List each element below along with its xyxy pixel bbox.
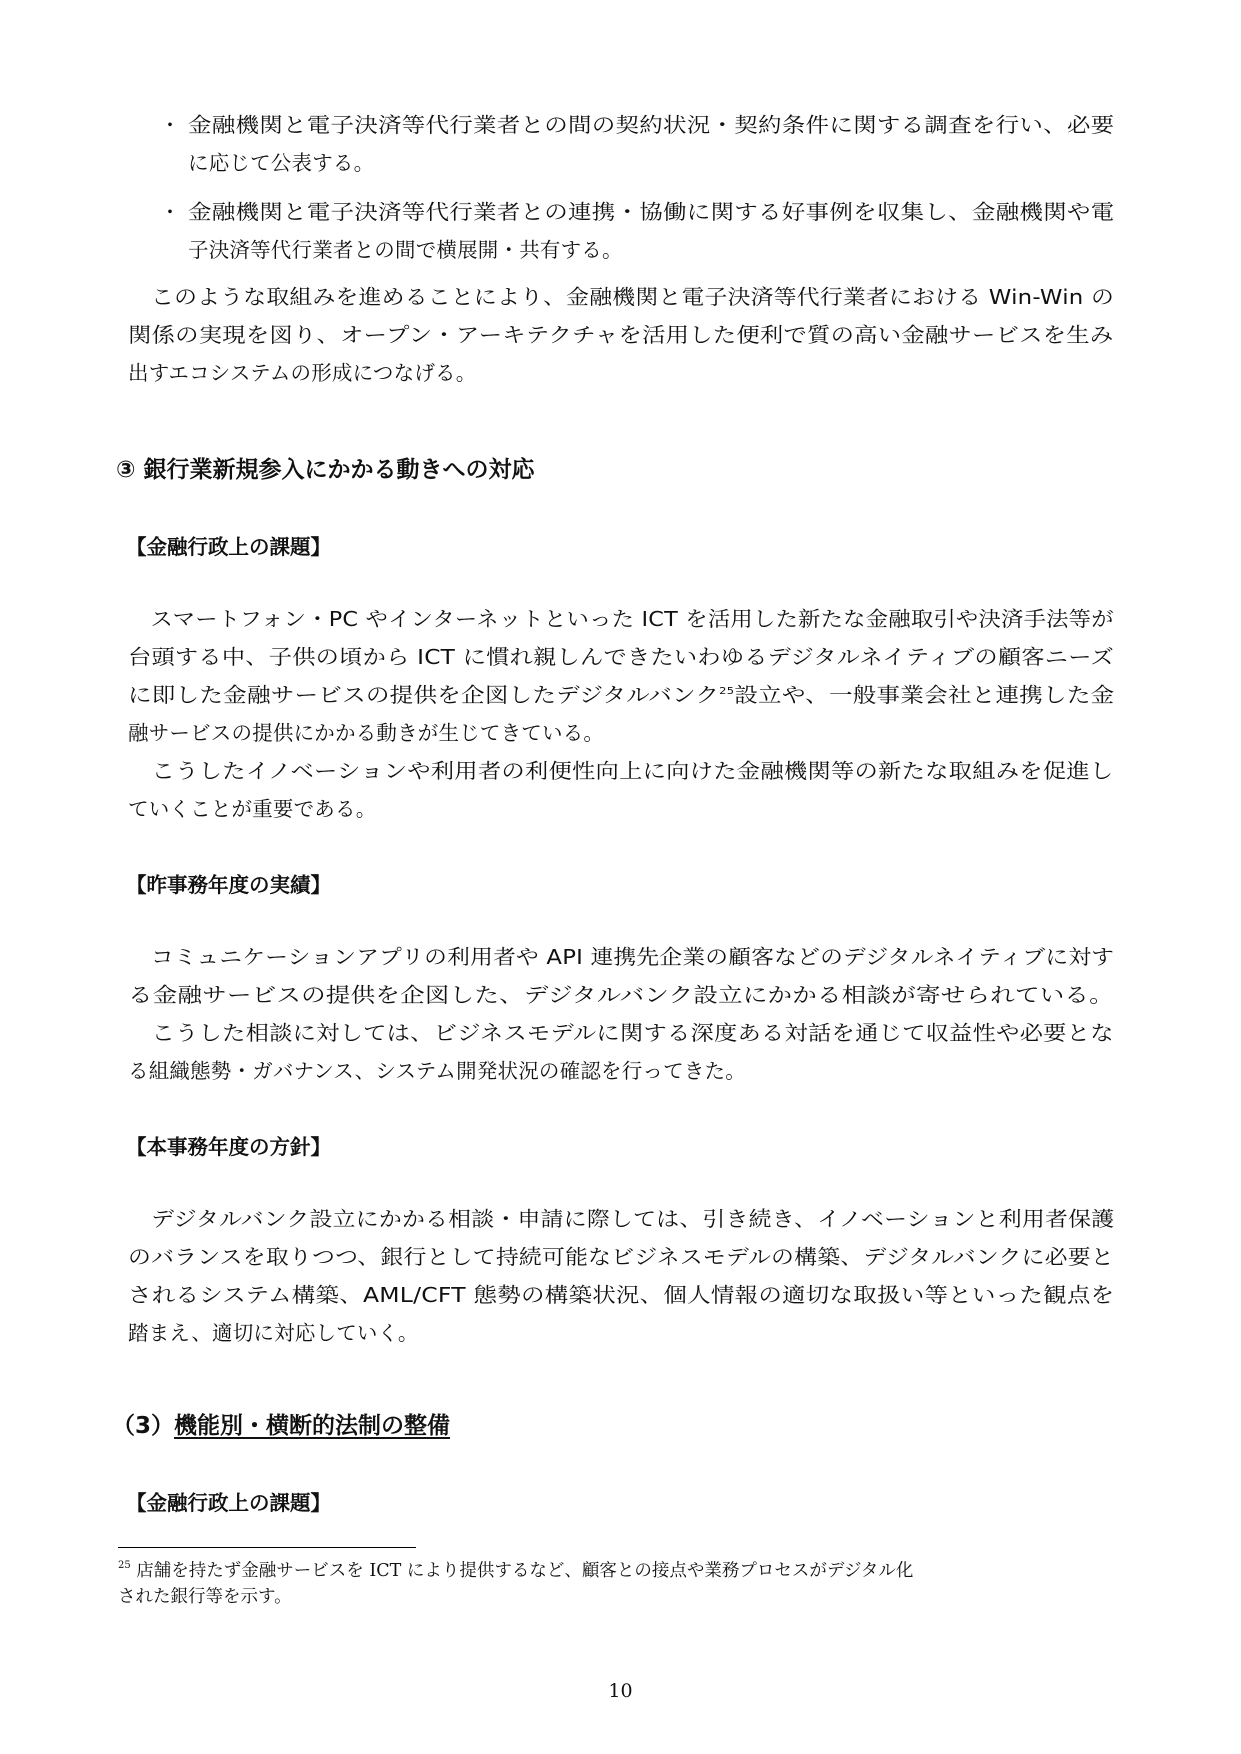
bullet-marker: ・ <box>160 200 180 224</box>
bullet-1-line-2: に応じて公表する。 <box>188 151 375 175</box>
page-number: 10 <box>608 1680 633 1702</box>
bullet-marker: ・ <box>160 113 180 137</box>
issues-paragraph2-line-1: こうしたイノベーションや利用者の利便性向上に向けた金融機関等の新たな取組みを促進し <box>128 759 1114 783</box>
issues-paragraph-line-3 <box>128 676 1114 714</box>
footnote-number: 25 <box>118 1560 131 1571</box>
policy-paragraph-line-2: のバランスを取りつつ、銀行として持続可能なビジネスモデルの構築、デジタルバンクに必要と <box>128 1245 1114 1269</box>
issues-paragraph-line-1: スマートフォン・PC やインターネットといった ICT を活用した新たな金融取引や決済手法等が <box>128 607 1114 631</box>
results-paragraph2-line-2: る組織態勢・ガバナンス、システム開発状況の確認を行ってきた。 <box>128 1059 746 1083</box>
subheading-results: 【昨事務年度の実績】 <box>126 873 331 897</box>
intro-paragraph-line-1: このような取組みを進めることにより、金融機関と電子決済等代行業者における Win-Win の <box>128 285 1115 309</box>
issues-paragraph-line-2: 台頭する中、子供の頃から ICT に慣れ親しんできたいわゆるデジタルネイティブの顧客ニーズ <box>128 645 1114 669</box>
subsection-number: （3） <box>112 1413 175 1439</box>
policy-paragraph-line-4: 踏まえ、適切に対応していく。 <box>128 1321 419 1345</box>
subheading-policy: 【本事務年度の方針】 <box>126 1135 331 1159</box>
bullet-1-line-1: 金融機関と電子決済等代行業者との間の契約状況・契約条件に関する調査を行い、必要 <box>188 113 1115 137</box>
subheading-issues-2: 【金融行政上の課題】 <box>126 1491 331 1515</box>
footnote-text-1: 店舗を持たず金融サービスを ICT により提供するなど、顧客との接点や業務プロセスがデジタル化 <box>130 1561 914 1581</box>
bullet-2-line-2: 子決済等代行業者との間で横展開・共有する。 <box>188 238 623 262</box>
bullet-2-line-1: 金融機関と電子決済等代行業者との連携・協働に関する好事例を収集し、金融機関や電 <box>188 200 1115 224</box>
subsection-title: 機能別・横断的法制の整備 <box>174 1413 451 1439</box>
issues-line-3-text: に即した金融サービスの提供を企図したデジタルバンク <box>128 683 720 707</box>
subheading-issues: 【金融行政上の課題】 <box>126 535 331 559</box>
issues-paragraph2-line-2: ていくことが重要である。 <box>128 797 377 821</box>
intro-paragraph-line-2: 関係の実現を図り、オープン・アーキテクチャを活用した便利で質の高い金融サービスを生み <box>128 323 1114 347</box>
section-heading: ③ 銀行業新規参入にかかる動きへの対応 <box>116 457 535 483</box>
results-paragraph2-line-1: こうした相談に対しては、ビジネスモデルに関する深度ある対話を通じて収益性や必要とな <box>128 1021 1114 1045</box>
results-paragraph-line-1: コミュニケーションアプリの利用者や API 連携先企業の顧客などのデジタルネイティブに対す <box>128 945 1115 969</box>
results-paragraph-line-2: る金融サービスの提供を企図した、デジタルバンク設立にかかる相談が寄せられている。 <box>128 983 1114 1007</box>
subsection-heading <box>112 1406 450 1446</box>
footnote-line-2: された銀行等を示す。 <box>118 1587 292 1607</box>
footnote-line-1 <box>118 1558 913 1584</box>
issues-line-3-continued: 設立や、一般事業会社と連携した金 <box>734 683 1115 707</box>
footnote-separator <box>118 1547 416 1548</box>
intro-paragraph-line-3: 出すエコシステムの形成につなげる。 <box>128 361 477 385</box>
issues-paragraph-line-4: 融サービスの提供にかかる動きが生じてきている。 <box>128 721 605 745</box>
policy-paragraph-line-1: デジタルバンク設立にかかる相談・申請に際しては、引き続き、イノベーションと利用者保護 <box>128 1207 1115 1231</box>
policy-paragraph-line-3: されるシステム構築、AML/CFT 態勢の構築状況、個人情報の適切な取扱い等といった観点を <box>128 1283 1115 1307</box>
footnote-reference[interactable]: 25 <box>719 686 735 697</box>
